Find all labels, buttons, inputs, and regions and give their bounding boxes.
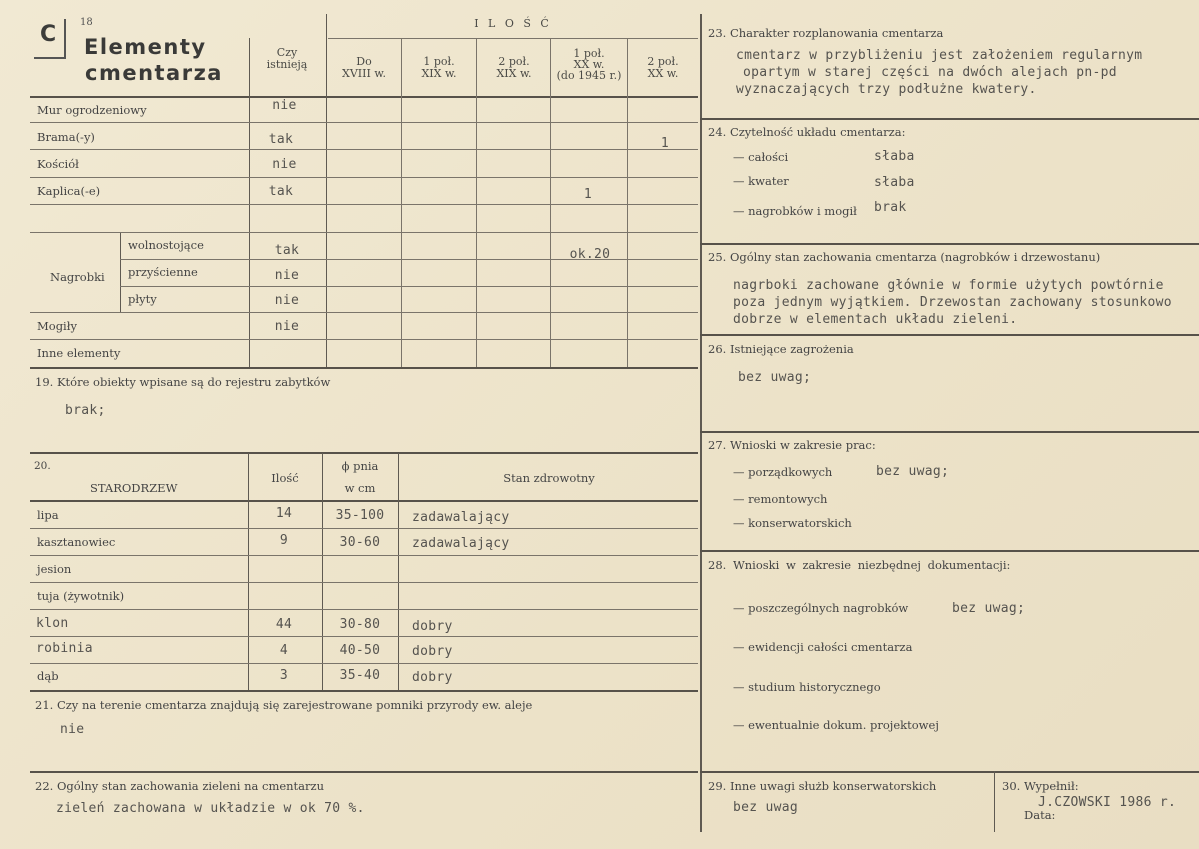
- tree-name-kasztanowiec: kasztanowiec: [37, 535, 116, 549]
- q28-ewidencji-label: — ewidencji całości cmentarza: [733, 640, 913, 654]
- q26-answer: bez uwag;: [738, 370, 812, 385]
- exists-mogily: nie: [274, 319, 300, 334]
- tree-state-klon: dobry: [412, 619, 453, 634]
- row-label-mur: Mur ogrodzeniowy: [37, 103, 147, 117]
- exists-kaplica: tak: [268, 184, 294, 199]
- q27-konserwatorskie-label: — konserwatorskich: [733, 516, 852, 530]
- q20-col-stan: Stan zdrowotny: [503, 471, 595, 485]
- col-exists-header: Czy istnieją: [266, 46, 308, 71]
- exists-przyscienne: nie: [274, 268, 300, 283]
- tree-name-dab: dąb: [37, 669, 59, 683]
- period-header-3: 2 poł. XIX w.: [496, 55, 532, 80]
- q30-date-label: Data:: [1024, 808, 1056, 822]
- q24-nagrobkow-value: brak: [874, 200, 907, 215]
- tree-name-klon: klon: [36, 616, 69, 631]
- title-line-2: cmentarza: [85, 61, 223, 85]
- q22-label: 22. Ogólny stan zachowania zieleni na cmentarzu: [35, 779, 324, 793]
- wolnostojace-period4: ok.20: [569, 247, 611, 262]
- q29-label: 29. Inne uwagi służb konserwatorskich: [708, 779, 937, 793]
- q22-answer: zieleń zachowana w układzie w ok 70 %.: [56, 801, 365, 816]
- q21-label: 21. Czy na terenie cmentarza znajdują się zarejestrowane pomniki przyrody ew. aleje: [35, 698, 533, 712]
- exists-wolnostojace: tak: [274, 243, 300, 258]
- q23-label: 23. Charakter rozplanowania cmentarza: [708, 26, 944, 40]
- row-label-przyscienne: przyścienne: [128, 265, 198, 279]
- q23-line-3: wyznaczających trzy podłużne kwatery.: [736, 82, 1037, 97]
- q30-label: 30. Wypełnił:: [1002, 779, 1079, 793]
- period-header-5: 2 poł. XX w.: [647, 55, 679, 80]
- q24-kwater-value: słaba: [874, 175, 915, 190]
- ilosc-header: I L O Ś Ć: [474, 17, 552, 30]
- period-header-2: 1 poł. XIX w.: [421, 55, 457, 80]
- q28-studium-label: — studium historycznego: [733, 680, 881, 694]
- brama-period5: 1: [660, 136, 670, 151]
- row-label-kaplica: Kaplica(-e): [37, 184, 101, 198]
- card-title: [84, 34, 223, 86]
- section-letter-box: [34, 19, 66, 59]
- tree-qty-robinia: 4: [279, 643, 289, 658]
- tree-diam-dab: 35-40: [339, 668, 381, 683]
- period-header-4: 1 poł. XX w. (do 1945 r.): [556, 47, 622, 82]
- q27-label: 27. Wnioski w zakresie prac:: [708, 438, 876, 452]
- exists-brama: tak: [268, 132, 294, 147]
- row-label-inne: Inne elementy: [37, 346, 121, 360]
- tree-diam-kasztanowiec: 30-60: [339, 535, 381, 550]
- section-letter: C: [40, 22, 57, 47]
- tree-diam-robinia: 40-50: [339, 643, 381, 658]
- tree-qty-lipa: 14: [275, 506, 293, 521]
- q27-remontowe-label: — remontowych: [733, 492, 828, 506]
- row-label-wolnostojace: wolnostojące: [128, 238, 204, 252]
- q20-col-ilosc: Ilość: [271, 471, 299, 485]
- q25-line-1: nagrboki zachowane głównie w formie użytych powtórnie: [733, 278, 1164, 293]
- title-line-1: Elementy: [84, 35, 207, 59]
- q25-line-2: poza jednym wyjątkiem. Drzewostan zachowany stosunkowo: [733, 295, 1172, 310]
- tree-qty-dab: 3: [279, 668, 289, 683]
- q24-kwater-label: — kwater: [733, 174, 789, 188]
- q30-filler: J.CZOWSKI 1986 r.: [1038, 795, 1177, 810]
- q20-col-pnia-2: w cm: [344, 481, 376, 495]
- q20-num: 20.: [34, 460, 51, 472]
- tree-state-kasztanowiec: zadawalający: [412, 536, 510, 551]
- q24-calosci-label: — całości: [733, 150, 789, 164]
- q27-porzadkowe-value: bez uwag;: [876, 464, 950, 479]
- q20-title: STARODRZEW: [90, 481, 178, 495]
- q24-nagrobkow-label: — nagrobków i mogił: [733, 204, 857, 218]
- exists-plyty: nie: [274, 293, 300, 308]
- row-label-kosciol: Kościół: [37, 157, 79, 171]
- exists-mur: nie: [272, 98, 297, 113]
- q20-col-pnia-1: ϕ pnia: [341, 459, 379, 473]
- tree-state-robinia: dobry: [412, 644, 453, 659]
- tree-name-tuja: tuja (żywotnik): [37, 589, 125, 603]
- tree-state-dab: dobry: [412, 670, 453, 685]
- row-label-brama: Brama(-y): [37, 130, 95, 144]
- row-label-plyty: płyty: [128, 292, 157, 306]
- row-label-nagrobki: Nagrobki: [50, 270, 105, 284]
- tree-diam-lipa: 35-100: [335, 508, 385, 523]
- q23-line-1: cmentarz w przybliżeniu jest założeniem regularnym: [736, 48, 1143, 63]
- tree-name-jesion: jesion: [37, 562, 72, 576]
- q23-line-2: opartym w starej części na dwóch alejach pn-pd: [743, 65, 1117, 80]
- tree-qty-kasztanowiec: 9: [279, 533, 289, 548]
- q29-answer: bez uwag: [733, 800, 799, 815]
- q21-answer: nie: [60, 722, 85, 737]
- tree-state-lipa: zadawalający: [412, 510, 510, 525]
- kaplica-period4: 1: [583, 187, 593, 202]
- row-label-mogily: Mogiły: [37, 319, 77, 333]
- period-header-1: Do XVIII w.: [342, 55, 386, 80]
- q28-nagrobkow-value: bez uwag;: [952, 601, 1026, 616]
- tree-name-lipa: lipa: [37, 508, 59, 522]
- exists-kosciol: nie: [272, 157, 297, 172]
- tree-diam-klon: 30-80: [339, 617, 381, 632]
- q28-nagrobkow-label: — poszczególnych nagrobków: [733, 601, 909, 615]
- tree-qty-klon: 44: [275, 617, 293, 632]
- q19-label: 19. Które obiekty wpisane są do rejestru zabytków: [35, 375, 331, 389]
- tree-name-robinia: robinia: [36, 641, 93, 656]
- q24-label: 24. Czytelność układu cmentarza:: [708, 125, 906, 139]
- q19-answer: brak;: [65, 403, 106, 418]
- q28-label: 28. Wnioski w zakresie niezbędnej dokumentacji:: [708, 558, 1011, 572]
- q25-label: 25. Ogólny stan zachowania cmentarza (nagrobków i drzewostanu): [708, 250, 1101, 264]
- card-number: 18: [80, 17, 93, 28]
- q27-porzadkowe-label: — porządkowych: [733, 465, 833, 479]
- q25-line-3: dobrze w elementach układu zieleni.: [733, 312, 1018, 327]
- q24-calosci-value: słaba: [874, 149, 915, 164]
- q28-projekt-label: — ewentualnie dokum. projektowej: [733, 718, 939, 732]
- q26-label: 26. Istniejące zagrożenia: [708, 342, 854, 356]
